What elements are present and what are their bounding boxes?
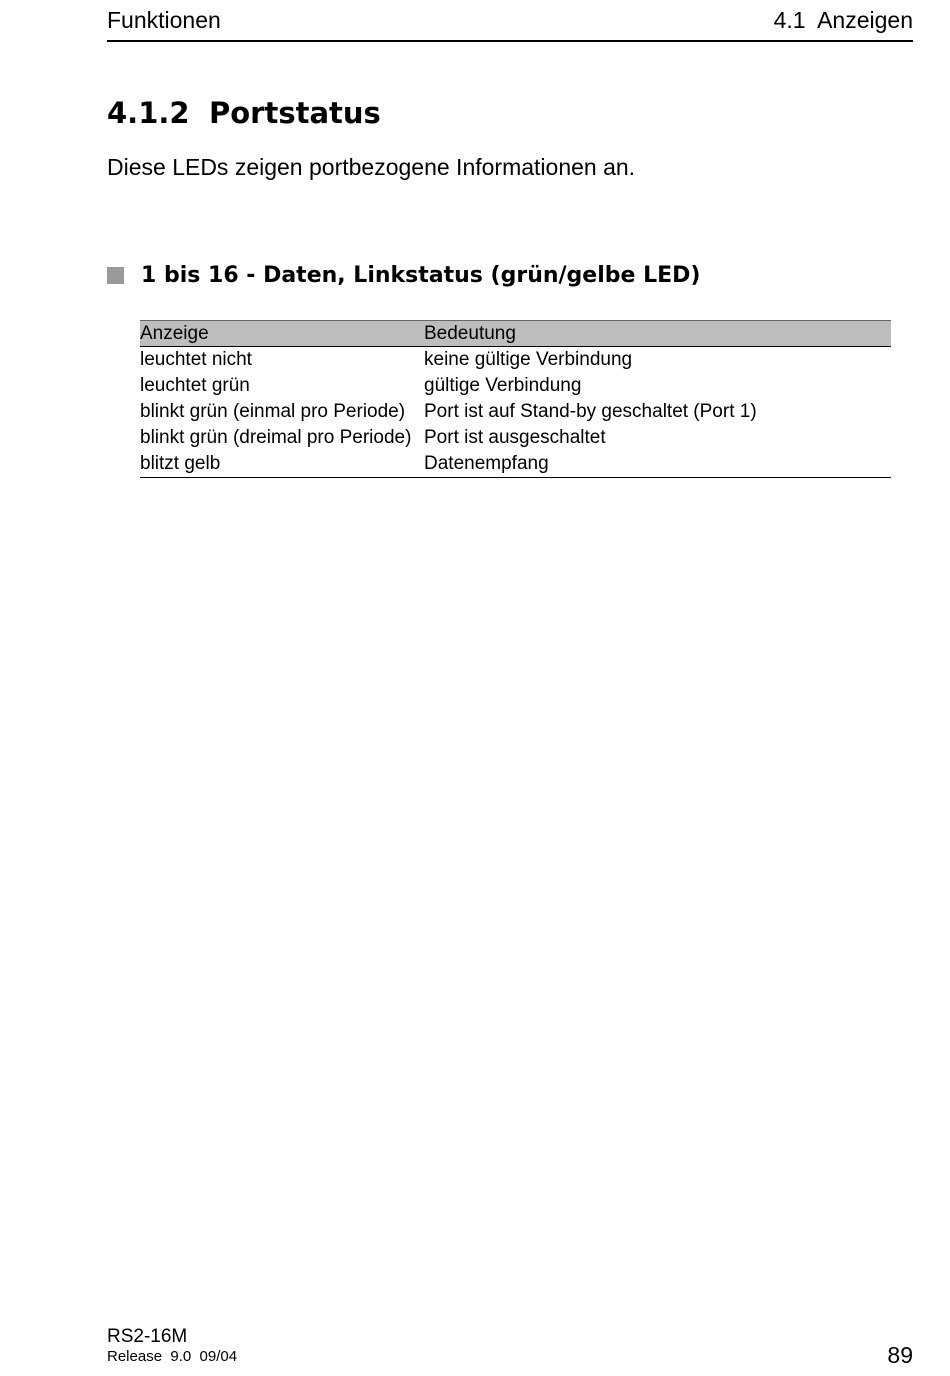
table-cell-anzeige: leuchtet grün	[140, 375, 250, 396]
column-header-anzeige: Anzeige	[140, 321, 424, 347]
header-section: 4.1 Anzeigen	[773, 7, 913, 33]
section-heading	[107, 94, 381, 132]
intro-paragraph: Diese LEDs zeigen portbezogene Informationen an.	[107, 154, 636, 180]
header-chapter: Funktionen	[107, 7, 221, 33]
table-cell-anzeige: leuchtet nicht	[140, 349, 252, 370]
column-header-bedeutung: Bedeutung	[424, 321, 891, 347]
running-header	[107, 6, 913, 42]
table-cell-bedeutung: Port ist auf Stand-by geschaltet (Port 1)	[424, 401, 757, 422]
table-cell-bedeutung: keine gültige Verbindung	[424, 349, 633, 370]
footer-product-name: RS2-16M	[107, 1326, 188, 1347]
table-cell-anzeige: blinkt grün (dreimal pro Periode)	[140, 427, 412, 448]
subsection-title: 1 bis 16 - Daten, Linkstatus (grün/gelbe LED)	[141, 263, 701, 288]
table-cell-anzeige: blinkt grün (einmal pro Periode)	[140, 401, 406, 422]
table-row	[140, 373, 891, 399]
table-cell-bedeutung: Port ist ausgeschaltet	[424, 427, 606, 448]
section-number: 4.1.2	[107, 96, 190, 130]
page-number: 89	[887, 1342, 913, 1368]
table-row	[140, 399, 891, 425]
table-cell-bedeutung: Datenempfang	[424, 451, 891, 478]
table-cell-bedeutung: gültige Verbindung	[424, 375, 582, 396]
led-status-table	[140, 320, 891, 478]
table-cell-anzeige: blitzt gelb	[140, 451, 424, 478]
footer-release-info: Release 9.0 09/04	[107, 1348, 238, 1365]
square-bullet-icon	[107, 267, 124, 284]
table-row	[140, 425, 891, 451]
table-row	[140, 347, 891, 374]
table-row	[140, 451, 891, 478]
table-header-row	[140, 321, 891, 347]
section-title: Portstatus	[209, 96, 381, 130]
